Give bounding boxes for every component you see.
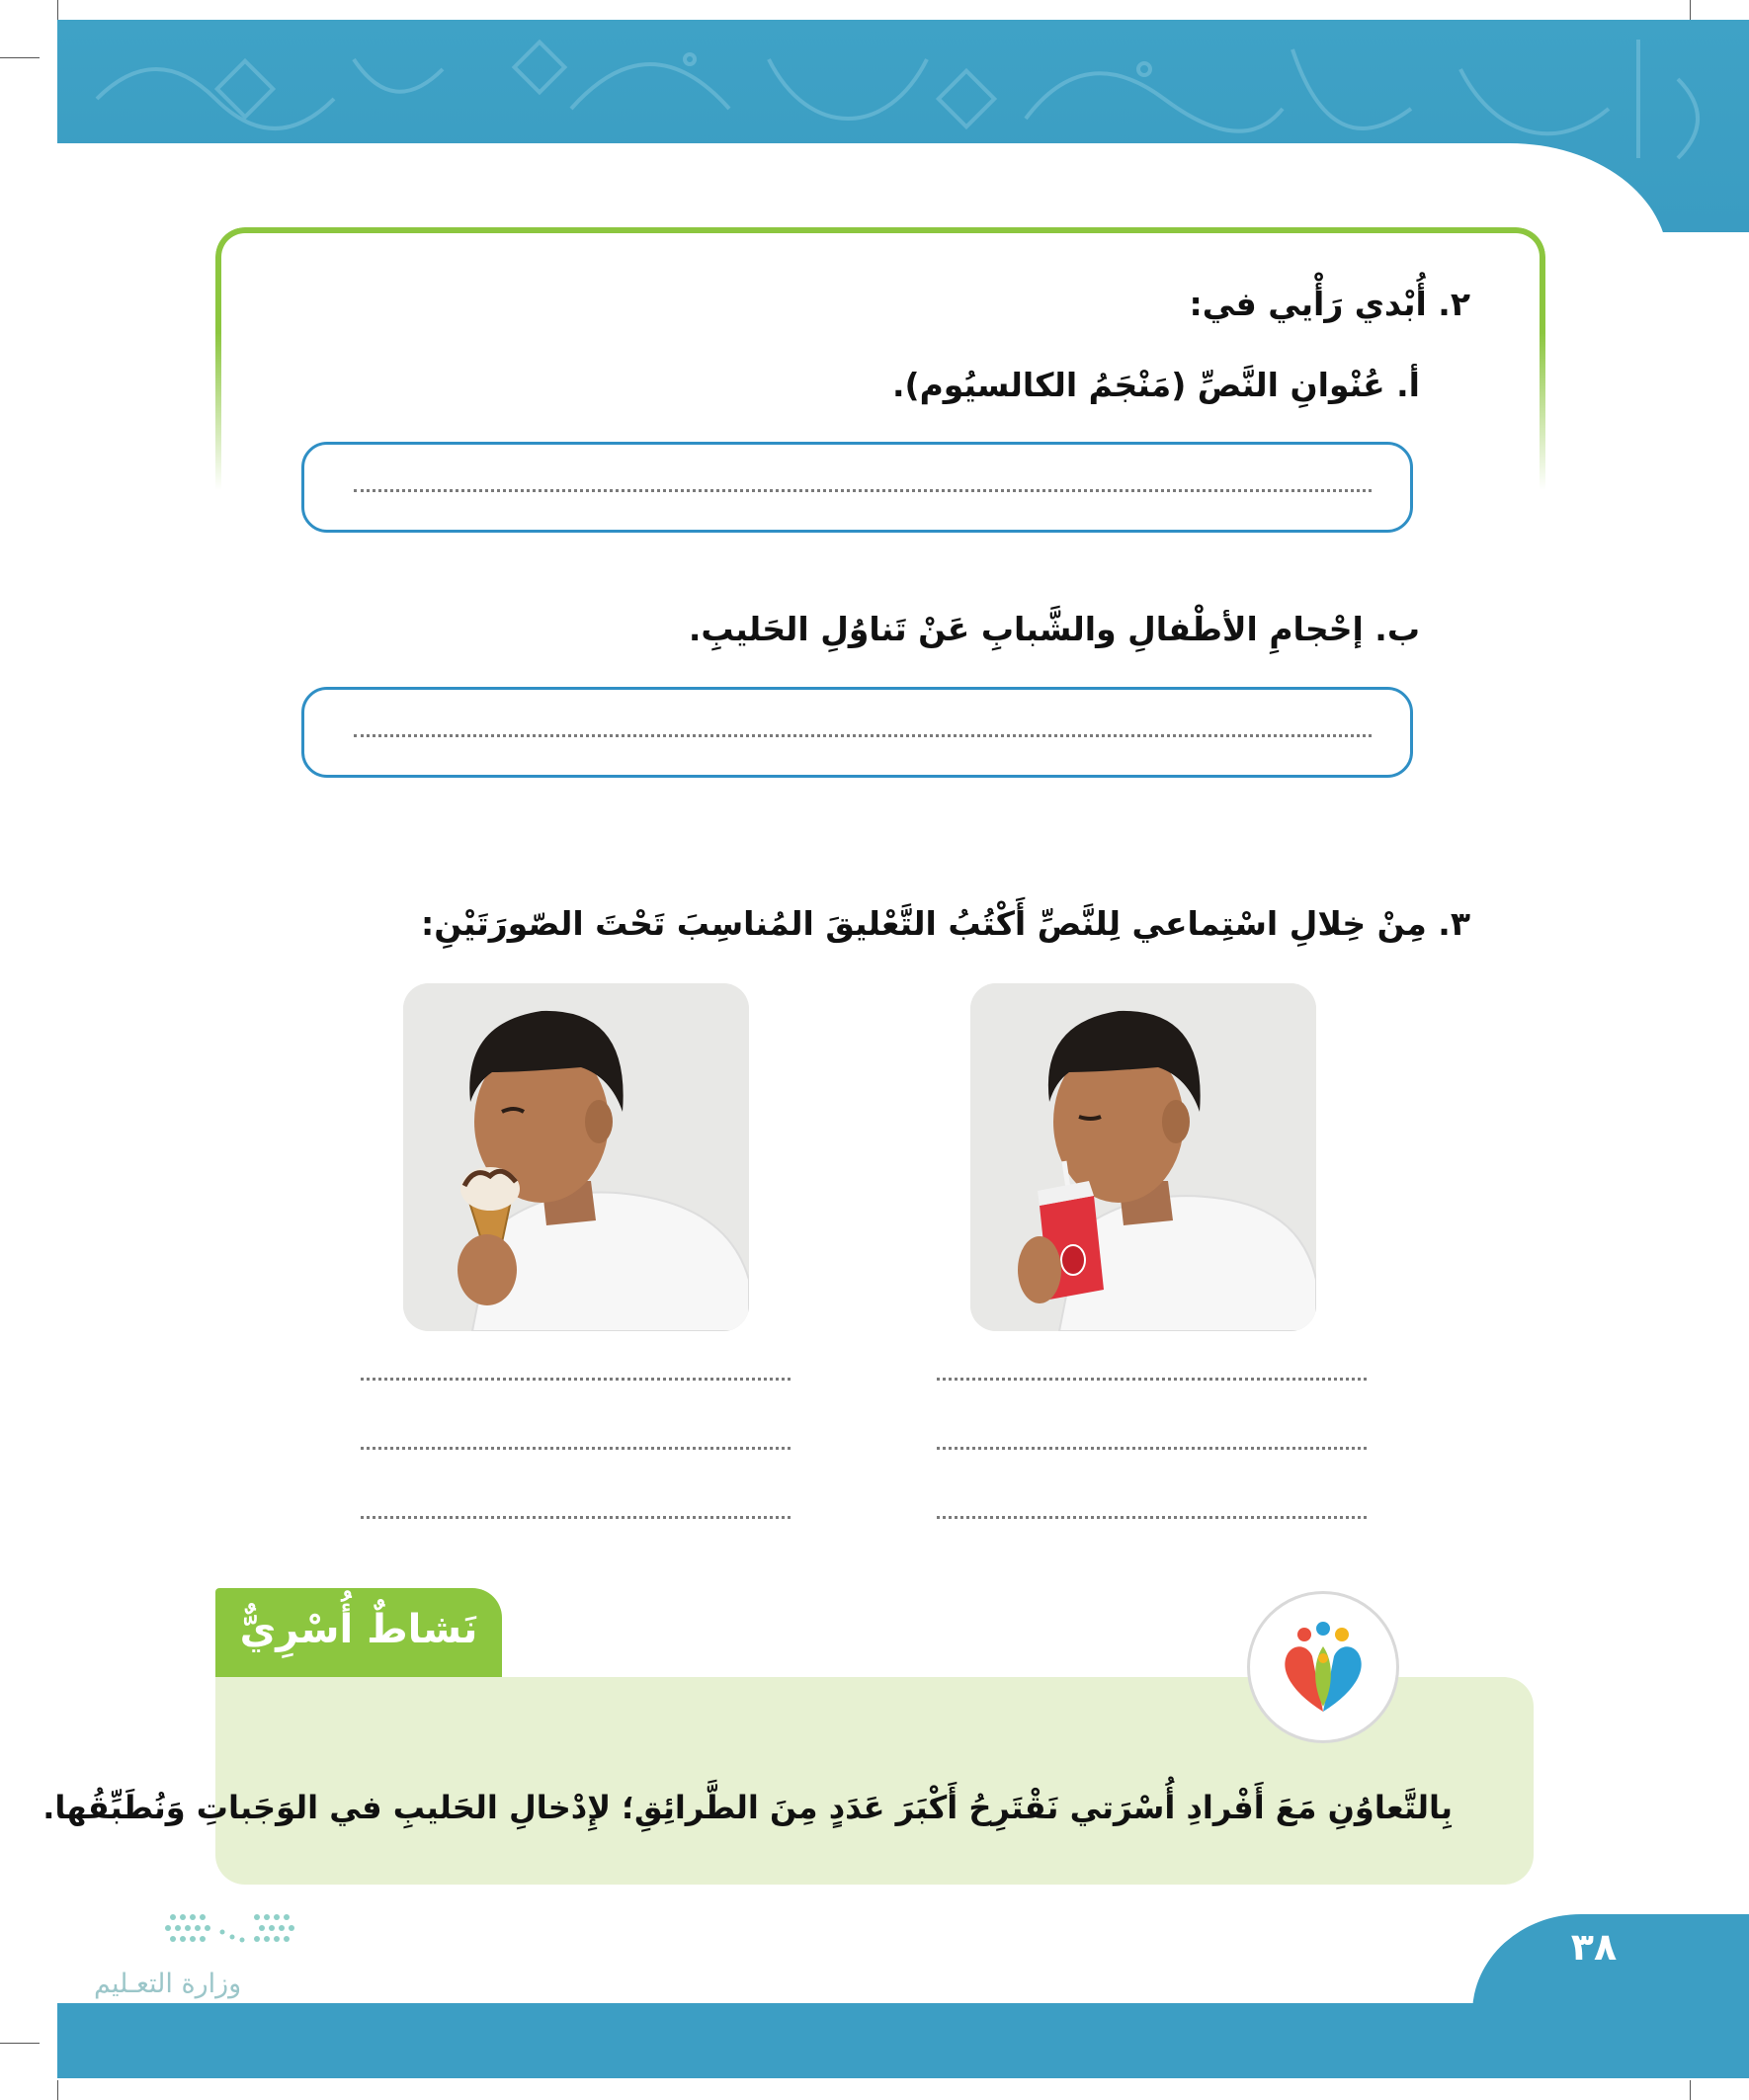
- caption-line-right-3[interactable]: [937, 1516, 1367, 1519]
- caption-line-right-2[interactable]: [937, 1447, 1367, 1450]
- family-activity-title: نَشاطٌ أُسْرِيٌّ: [215, 1588, 502, 1677]
- family-activity-text: بِالتَّعاوُنِ مَعَ أَفْرادِ أُسْرَتي نَقْتَرِحُ أَكْبَرَ عَدَدٍ مِنَ الطَّرائِقِ؛ لإِدْخالِ الحَليبِ في الوَجَباتِ وَنُطَبِّقُها.: [42, 1789, 1453, 1826]
- crop-mark: [57, 0, 58, 22]
- caption-line-left-2[interactable]: [361, 1447, 791, 1450]
- caption-line-right-1[interactable]: [937, 1378, 1367, 1381]
- photo-ice-cream: [403, 983, 749, 1331]
- crop-mark: [1690, 2080, 1691, 2100]
- crop-mark: [1690, 0, 1691, 22]
- page-number: ٣٨: [1570, 1925, 1618, 1969]
- answer-line: [354, 734, 1372, 737]
- question-2-item-a: أ. عُنْوانِ النَّصِّ (مَنْجَمُ الكالسيُوم).: [891, 366, 1420, 404]
- caption-line-left-1[interactable]: [361, 1378, 791, 1381]
- question-2-heading: ٢. أُبْدي رَأْيي في:: [1189, 285, 1470, 323]
- family-heart-icon: [1247, 1591, 1399, 1743]
- answer-box-b[interactable]: [301, 687, 1413, 778]
- question-2-item-b: ب. إحْجامِ الأطْفالِ والشَّبابِ عَنْ تَناوُلِ الحَليبِ.: [688, 610, 1420, 648]
- caption-line-left-3[interactable]: [361, 1516, 791, 1519]
- crop-mark: [57, 2080, 58, 2100]
- answer-box-a[interactable]: [301, 442, 1413, 533]
- crop-mark: [0, 2043, 40, 2044]
- photo-juice-box: [970, 983, 1316, 1331]
- answer-line: [354, 489, 1372, 492]
- ministry-name: وزارة التعـليم: [94, 1969, 242, 1999]
- question-3-heading: ٣. مِنْ خِلالِ اسْتِماعي لِلنَّصِّ أَكْتُبُ التَّعْليقَ المُناسِبَ تَحْتَ الصّورَتَيْنِ:: [421, 904, 1470, 943]
- crop-mark: [0, 57, 40, 58]
